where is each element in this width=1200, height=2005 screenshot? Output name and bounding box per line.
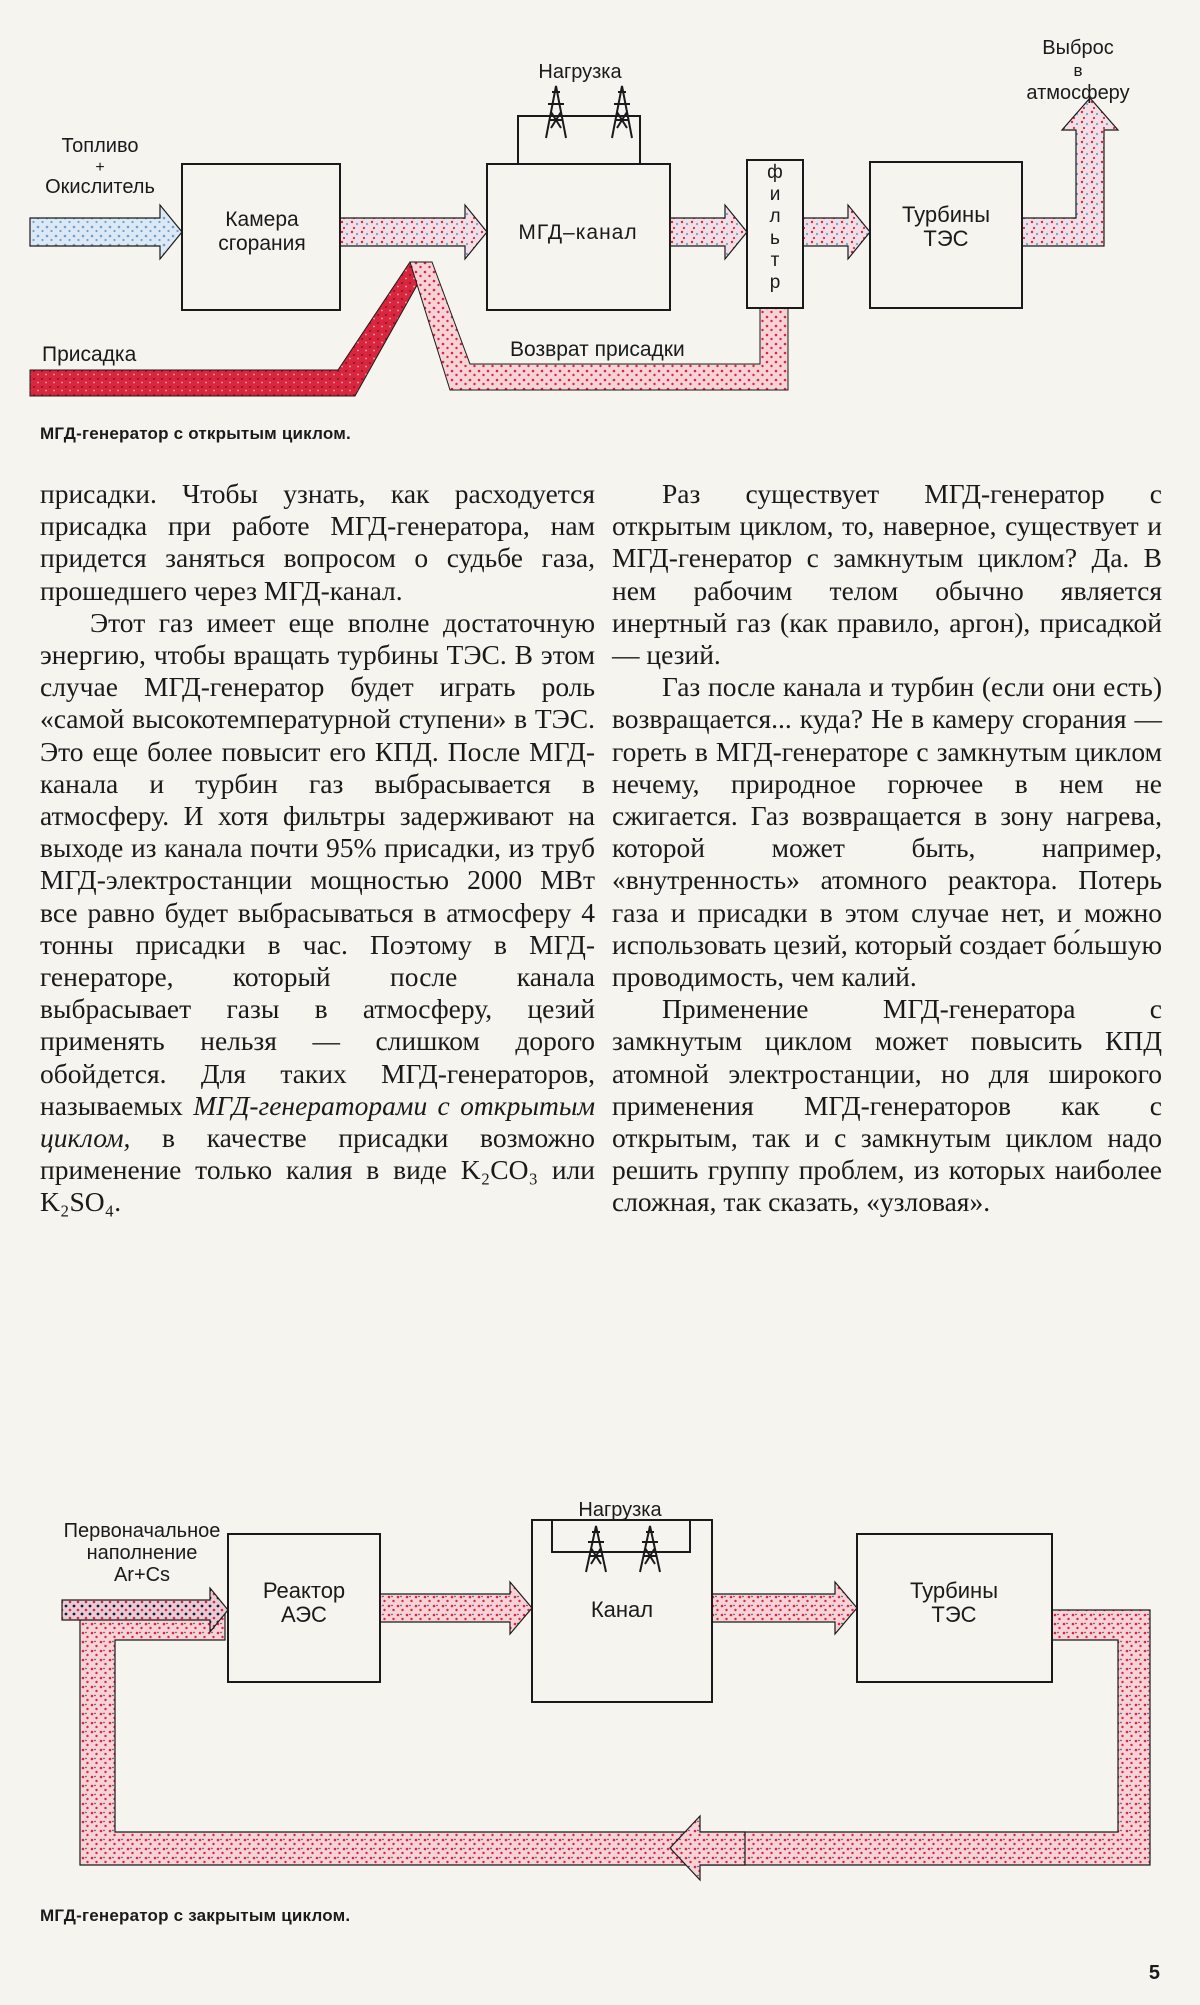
filter-letter: ь (770, 228, 780, 249)
turbines-label-1: Турбины (909, 1578, 999, 1603)
fuel-plus-label: + (95, 159, 105, 176)
closed-cycle-diagram (0, 1460, 1200, 1900)
load-label: Нагрузка (538, 61, 622, 83)
top-caption: МГД-генератор с открытым циклом. (40, 424, 351, 443)
chamber-label-2: сгорания (218, 232, 306, 255)
turbines-label-2: ТЭС (931, 1602, 977, 1627)
seed-return-label: Возврат присадки (510, 338, 685, 361)
channel-to-turbines-arrow (712, 1582, 857, 1634)
filter-letter: ф (767, 162, 783, 183)
paragraph: Раз существует МГД-генератор с открытым циклом, то, наверное, существует и МГД-генератор с замкнутым циклом? Да. В нем рабочим телом обычно является инертный газ (как правило, аргон), присадкой — цезий. (612, 478, 1162, 671)
oxidizer-label: Окислитель (45, 176, 155, 198)
return-arrow (670, 1816, 745, 1880)
load-label: Нагрузка (578, 1499, 662, 1521)
filter-to-turbines-arrow (803, 205, 870, 259)
filter-letter: т (770, 250, 780, 271)
exhaust-label-2: в (1073, 61, 1083, 80)
turbines-label-1: Турбины (901, 202, 991, 227)
exhaust-label-1: Выброс (1042, 37, 1114, 59)
channel-to-filter-arrow (670, 205, 747, 259)
load-wire (518, 116, 640, 164)
filter-letter: р (769, 272, 781, 293)
exhaust-label-3: атмосферу (1026, 82, 1130, 104)
bottom-caption: МГД-генератор с закрытым циклом. (40, 1906, 351, 1925)
fuel-arrow (30, 205, 182, 259)
fuel-label: Топливо (61, 135, 139, 157)
filter-letter: и (769, 184, 781, 205)
paragraph: присадки. Чтобы узнать, как расходуется присадка при работе МГД-генератора, нам придется заняться вопросом о судьбе газа, прошедшего через МГД-канал. (40, 478, 595, 606)
paragraph: Применение МГД-генератора с замкнутым циклом может повысить КПД атомной электростанции, но для широкого применения МГД-генераторов как с открытым, так и с замкнутым циклом надо решить группу проблем, из которых наиболее сложная, так сказать, «узловая». (612, 993, 1162, 1218)
italic-term: МГД-генераторами с открытым циклом, (40, 1089, 595, 1154)
pylon-icon (546, 86, 566, 138)
mhd-channel-label: МГД–канал (518, 221, 638, 244)
reactor-label-2: АЭС (281, 1602, 327, 1627)
paragraph (40, 607, 595, 1219)
paragraph-text: Этот газ имеет еще вполне достаточную энергию, чтобы вращать турбины ТЭС. В этом случае МГД-генератор будет играть роль «самой высокотемпературной ступени» в ТЭС. Это еще более повысит его КПД. После МГД-канала и турбин газ выбрасывается в атмосферу. И хотя фильтры задерживают на выходе из канала почти 95% присадки, из труб МГД-электростанции мощностью 2000 МВт все равно будет выбрасываться в атмосферу 4 тонны присадки в час. Поэтому в МГД-генераторе, который после канала выбрасывает газы в атмосферу, цезий применять нельзя — слишком дорого обойдется. Для таких МГД-генераторов, называемых (40, 606, 595, 1121)
pylon-icon (612, 86, 632, 138)
reactor-to-channel-arrow (380, 1582, 532, 1634)
initial-filling-label-1: Первоначальное (63, 1520, 221, 1542)
paragraph: Газ после канала и турбин (если они есть) возвращается... куда? Не в камеру сгорания — гореть в МГД-генераторе с замкнутым циклом нечему, природное горючее в нем не сжигается. Газ возвращается в зону нагрева, которой может быть, например, «внутренность» атомного реактора. Потерь газа и присадки в этом случае нет, и можно использовать цезий, который создает бо́льшую проводимость, чем калий. (612, 671, 1162, 993)
seed-label: Присадка (42, 343, 137, 366)
open-cycle-diagram (0, 0, 1200, 460)
reactor-label-1: Реактор (262, 1578, 346, 1603)
channel-label: Канал (590, 1597, 654, 1622)
filter-letter: л (769, 206, 781, 227)
left-column (40, 478, 595, 1219)
page-number: 5 (1148, 1962, 1160, 1984)
hot-gas-arrow (340, 205, 487, 259)
right-column (612, 478, 1162, 1219)
initial-filling-label-3: Ar+Cs (113, 1564, 171, 1586)
initial-filling-label-2: наполнение (86, 1542, 198, 1564)
turbines-label-2: ТЭС (923, 226, 969, 251)
exhaust-arrow (1022, 98, 1118, 246)
chamber-label-1: Камера (225, 208, 299, 231)
paragraph-tail: в качестве присадки возможно применение только калия в виде K₂CO₃ или K₂SO₄. (40, 1122, 596, 1218)
